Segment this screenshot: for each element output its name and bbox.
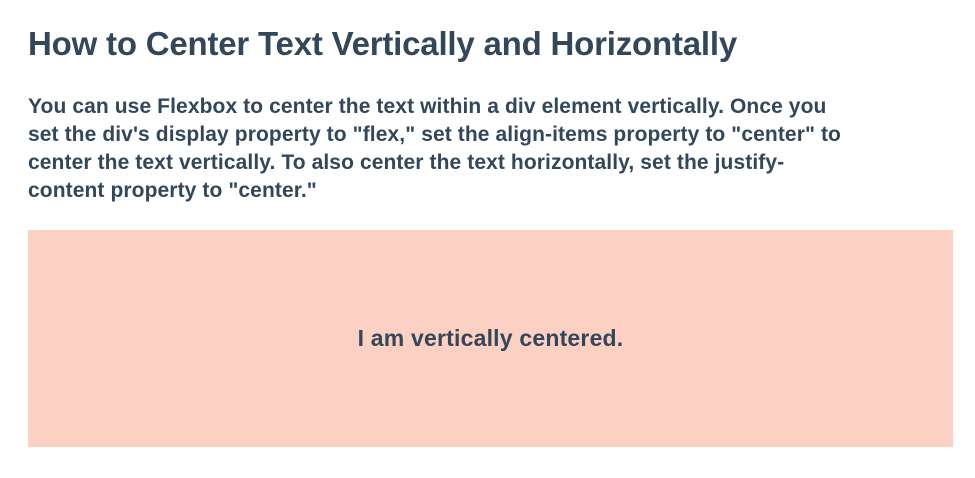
paragraph-line: set the div's display property to "flex," set the align-items property to "center" to <box>28 122 841 146</box>
page-title: How to Center Text Vertically and Horizontally <box>28 25 738 62</box>
article-content <box>0 22 975 447</box>
demo-centered-text: I am vertically centered. <box>357 324 624 351</box>
intro-paragraph <box>28 93 953 205</box>
page <box>0 22 975 478</box>
paragraph-line: You can use Flexbox to center the text within a div element vertically. Once you <box>28 94 827 118</box>
paragraph-line: center the text vertically. To also center the text horizontally, set the justify- <box>28 150 785 174</box>
paragraph-line: content property to "center." <box>28 178 317 202</box>
flexbox-demo-box <box>28 230 953 447</box>
